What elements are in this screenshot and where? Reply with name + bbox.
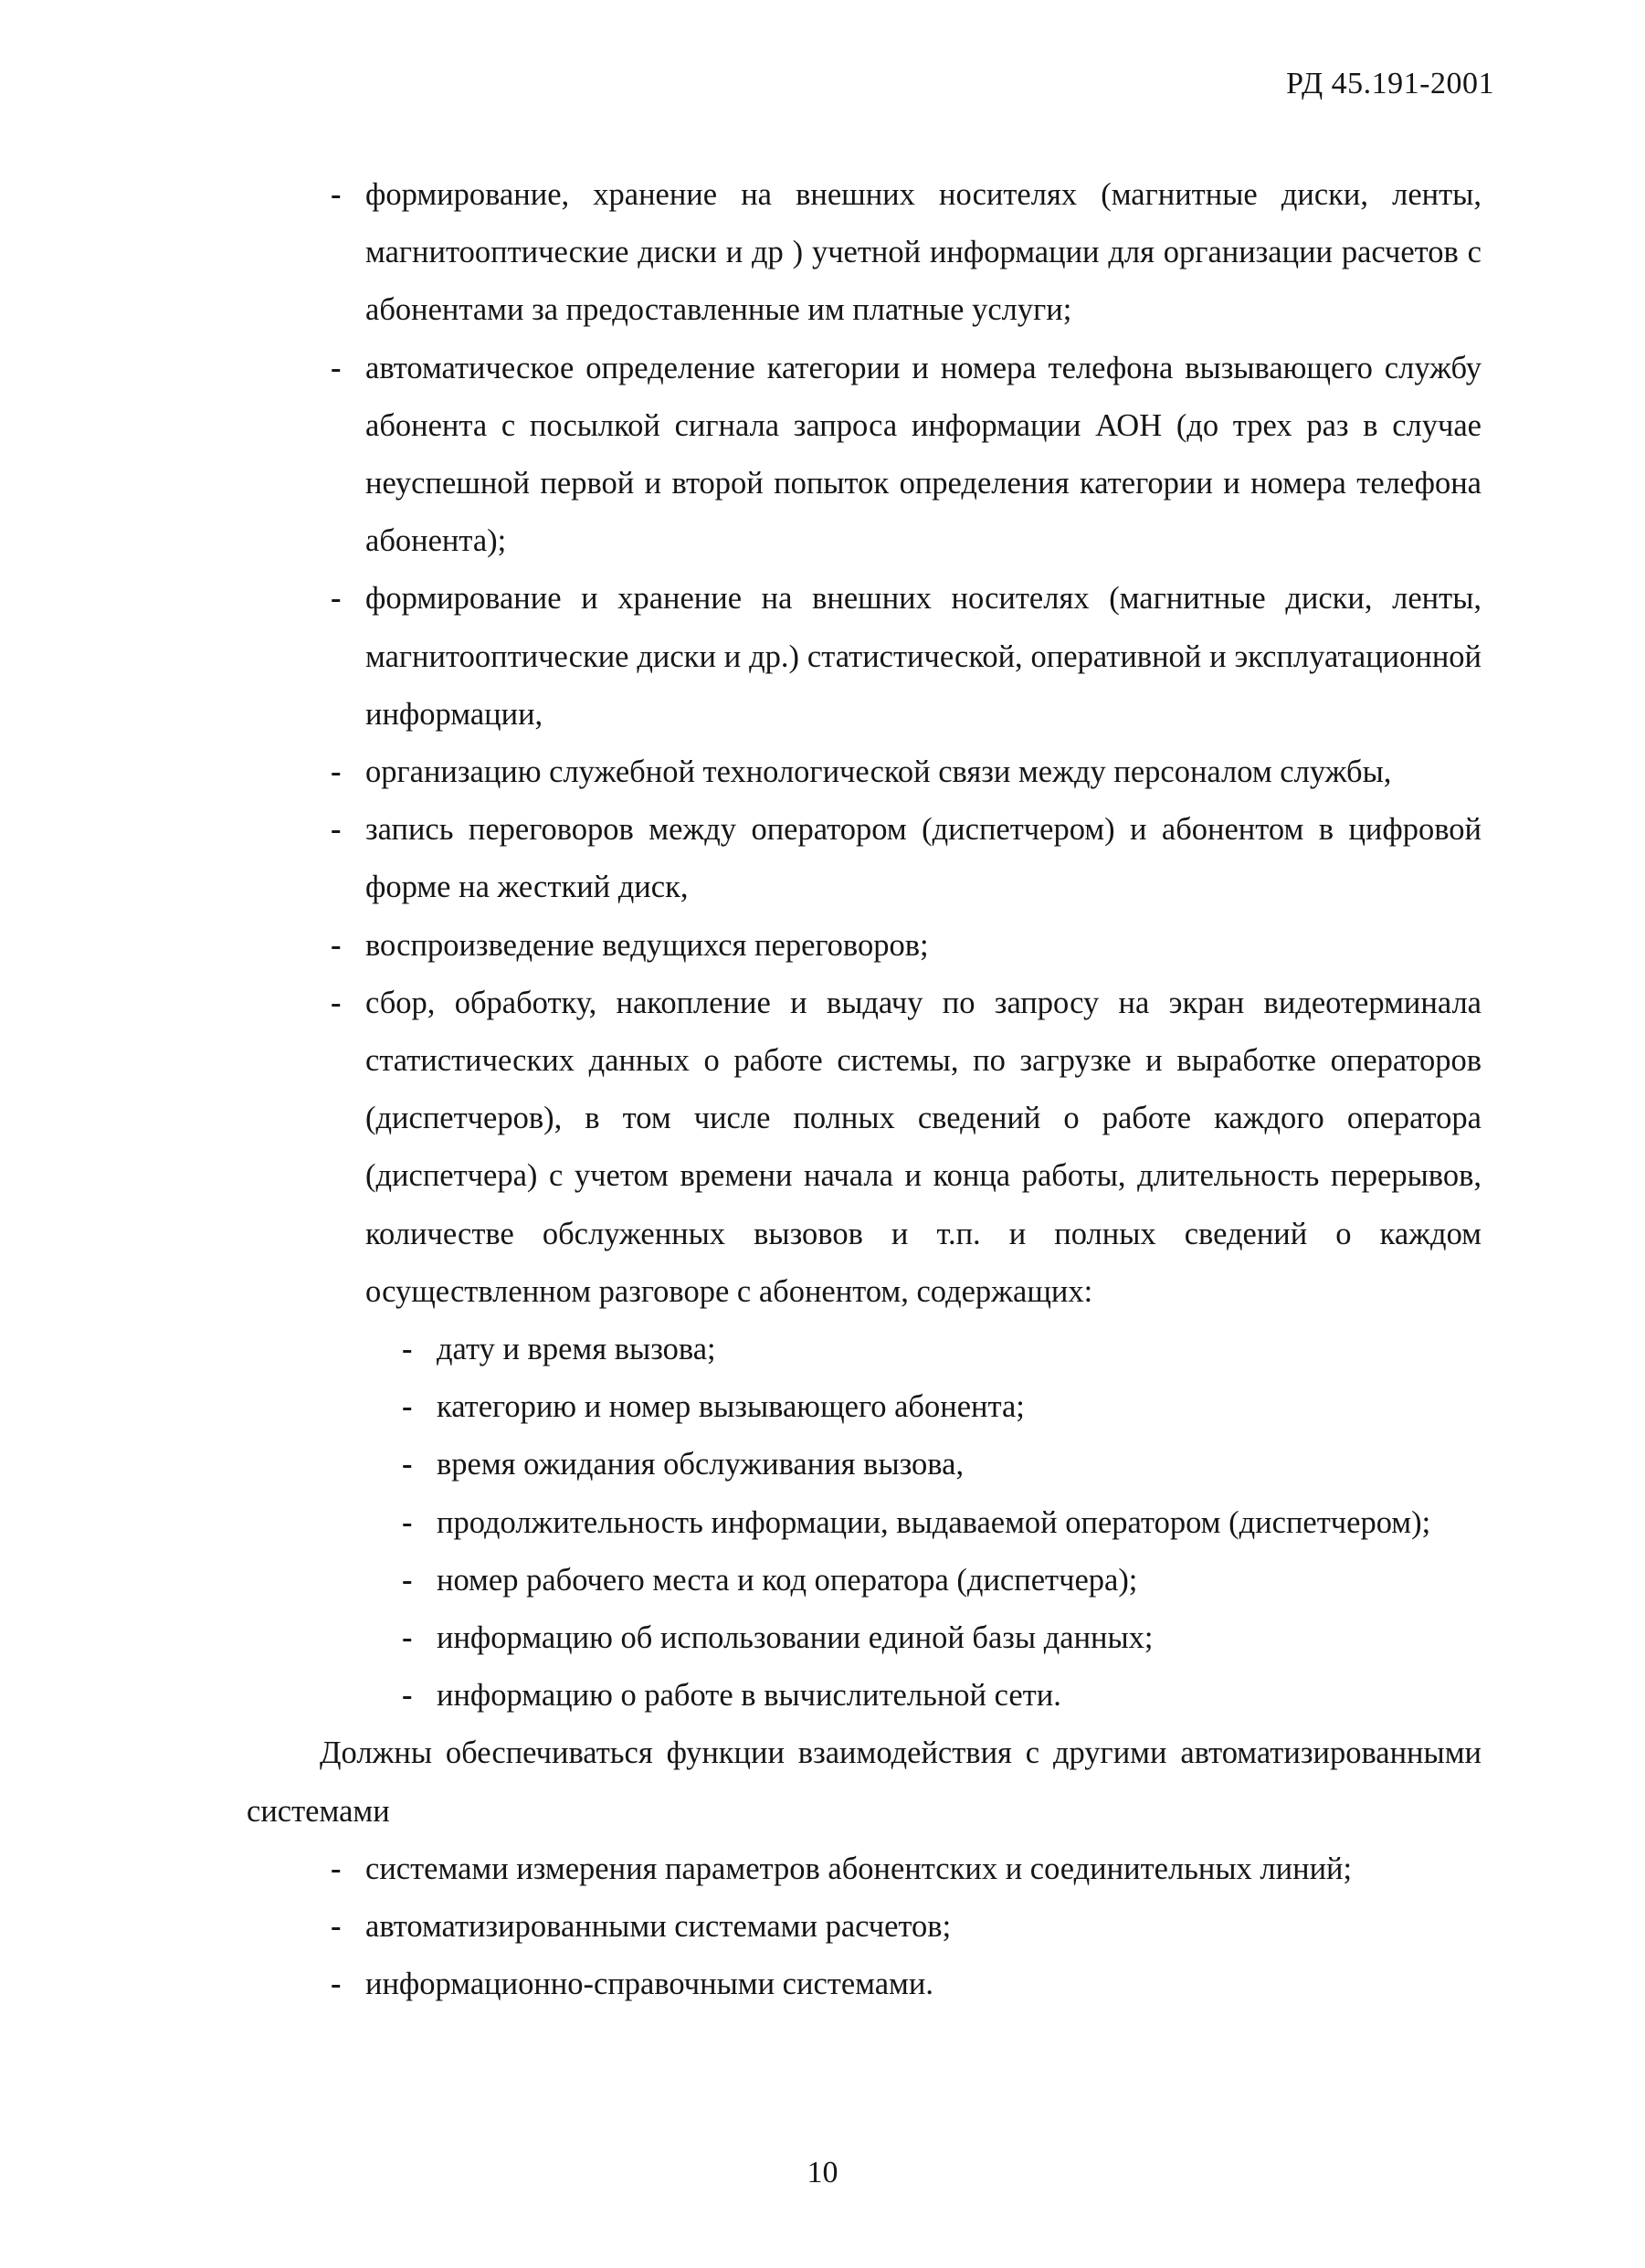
list-item-text: формирование, хранение на внешних носителях (магнитные диски, ленты, магнитооптические диски и др ) учетной информации для организации расчетов с абонентами за предоставленные им платные услуги; <box>365 177 1482 328</box>
sub-list-item-text: категорию и номер вызывающего абонента; <box>437 1389 1025 1425</box>
document-code-header: РД 45.191-2001 <box>1286 67 1494 100</box>
sub-list-item <box>247 1321 1482 1378</box>
sub-list-item-text: продолжительность информации, выдаваемой оператором (диспетчером); <box>437 1504 1431 1540</box>
list-item-text: запись переговоров между оператором (диспетчером) и абонентом в цифровой форме на жесткий диск, <box>365 812 1482 905</box>
function-list <box>247 166 1482 1321</box>
list-item <box>247 166 1482 340</box>
list-item-text: автоматизированными системами расчетов; <box>365 1909 952 1945</box>
list-item <box>247 801 1482 916</box>
sub-list-item <box>247 1378 1482 1436</box>
list-item-text: воспроизведение ведущихся переговоров; <box>365 927 929 963</box>
list-item <box>247 1898 1482 1956</box>
call-record-sub-list <box>247 1321 1482 1725</box>
interaction-systems-list <box>247 1841 1482 2014</box>
sub-list-item <box>247 1494 1482 1552</box>
sub-list-item <box>247 1667 1482 1725</box>
dash-marker: - <box>402 1447 413 1482</box>
dash-marker: - <box>331 812 342 848</box>
dash-marker: - <box>402 1678 413 1714</box>
list-item <box>247 744 1482 801</box>
sub-list-item-text: дату и время вызова; <box>437 1332 716 1367</box>
dash-marker: - <box>402 1562 413 1598</box>
list-item-text: формирование и хранение на внешних носителях (магнитные диски, ленты, магнитооптические диски и др.) статистической, оперативной и эксплуатационной информации, <box>365 581 1482 732</box>
dash-marker: - <box>331 1851 342 1886</box>
list-item-text: информационно-справочными системами. <box>365 1967 933 2002</box>
dash-marker: - <box>331 177 342 212</box>
list-item-text: сбор, обработку, накопление и выдачу по запросу на экран видеотерминала статистических данных о работе системы, по загрузке и выработке операторов (диспетчеров), в том числе полных сведений о работе каждого оператора (диспетчера) с учетом времени начала и конца работы, длительность перерывов, количестве обслуженных вызовов и т.п. и полных сведений о каждом осуществленном разговоре с абонентом, содержащих: <box>365 985 1482 1309</box>
dash-marker: - <box>331 350 342 385</box>
list-item-text: автоматическое определение категории и номера телефона вызывающего службу абонента с посылкой сигнала запроса информации АОН (до трех раз в случае неуспешной первой и второй попыток определения категории и номера телефона абонента); <box>365 350 1482 559</box>
dash-marker: - <box>331 581 342 617</box>
list-item <box>247 975 1482 1321</box>
list-item <box>247 917 1482 975</box>
sub-list-item-text: информацию об использовании единой базы данных; <box>437 1620 1154 1656</box>
dash-marker: - <box>402 1504 413 1540</box>
list-item <box>247 1841 1482 1898</box>
page-number: 10 <box>807 2156 838 2189</box>
document-body <box>247 166 1482 2014</box>
dash-marker: - <box>331 927 342 963</box>
sub-list-item <box>247 1609 1482 1667</box>
sub-list-item <box>247 1436 1482 1493</box>
dash-marker: - <box>331 985 342 1020</box>
list-item-text: организацию служебной технологической связи между персоналом службы, <box>365 754 1392 790</box>
sub-list-item-text: номер рабочего места и код оператора (диспетчера); <box>437 1562 1138 1598</box>
dash-marker: - <box>402 1389 413 1425</box>
interaction-paragraph: Должны обеспечиваться функции взаимодействия с другими автоматизированными системами <box>247 1735 1482 1829</box>
list-item <box>247 1956 1482 2013</box>
dash-marker: - <box>402 1332 413 1367</box>
dash-marker: - <box>331 1967 342 2002</box>
dash-marker: - <box>402 1620 413 1656</box>
sub-list-item-text: информацию о работе в вычислительной сети. <box>437 1678 1061 1714</box>
dash-marker: - <box>331 1909 342 1945</box>
sub-list-item-text: время ожидания обслуживания вызова, <box>437 1447 965 1482</box>
list-item <box>247 340 1482 571</box>
sub-list-item <box>247 1552 1482 1609</box>
dash-marker: - <box>331 754 342 790</box>
list-item <box>247 570 1482 744</box>
list-item-text: системами измерения параметров абонентских и соединительных линий; <box>365 1851 1353 1886</box>
